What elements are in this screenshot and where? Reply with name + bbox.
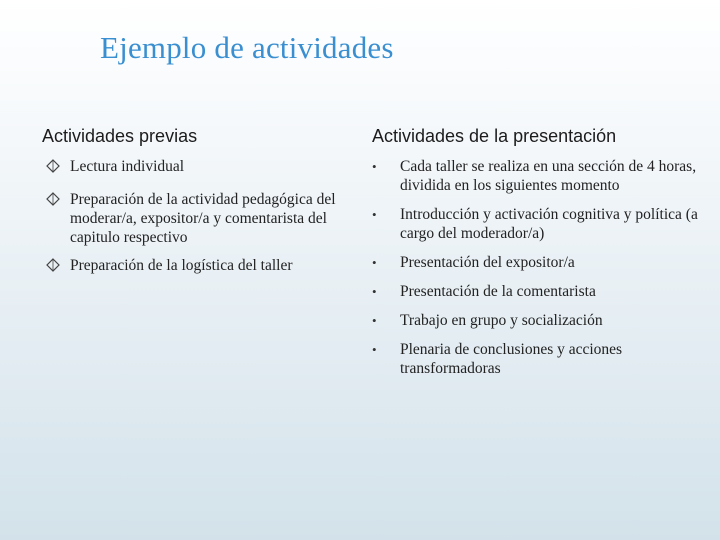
diamond-bullet-icon: [46, 258, 60, 272]
list-item: [372, 340, 702, 378]
bullet-dot: •: [372, 207, 377, 222]
previous-activities-list: [46, 157, 356, 275]
diamond-bullet-icon: [46, 192, 60, 206]
list-item-text: Lectura individual: [70, 158, 185, 175]
bullet-dot: •: [372, 159, 377, 174]
list-item-text: Cada taller se realiza en una sección de 4 horas, dividida en los siguientes momento: [400, 158, 697, 194]
list-item: [46, 190, 356, 247]
list-item-text: Preparación de la actividad pedagógica del moderar/a, expositor/a y comentarista del capitulo respectivo: [70, 191, 336, 246]
list-item: [46, 256, 356, 275]
presentation-activities-heading: Actividades de la presentación: [372, 126, 617, 146]
bullet-dot: •: [372, 313, 377, 328]
list-item-text: Plenaria de conclusiones y acciones transformadoras: [400, 341, 623, 377]
list-item-text: Introducción y activación cognitiva y política (a cargo del moderador/a): [400, 206, 698, 242]
list-item: [372, 282, 702, 301]
presentation-activities-list: [372, 157, 702, 378]
previous-activities-heading: Actividades previas: [42, 126, 198, 146]
list-item: [372, 157, 702, 195]
slide-title: Ejemplo de actividades: [100, 30, 394, 65]
list-item: [372, 311, 702, 330]
bullet-dot: •: [372, 284, 377, 299]
list-item-text: Presentación del expositor/a: [400, 254, 575, 271]
list-item: [46, 157, 356, 176]
bullet-dot: •: [372, 255, 377, 270]
diamond-bullet-icon: [46, 159, 60, 173]
list-item-text: Preparación de la logística del taller: [70, 257, 293, 274]
list-item-text: Presentación de la comentarista: [400, 283, 596, 300]
list-item-text: Trabajo en grupo y socialización: [400, 312, 603, 329]
bullet-dot: •: [372, 342, 377, 357]
list-item: [372, 205, 702, 243]
list-item: [372, 253, 702, 272]
